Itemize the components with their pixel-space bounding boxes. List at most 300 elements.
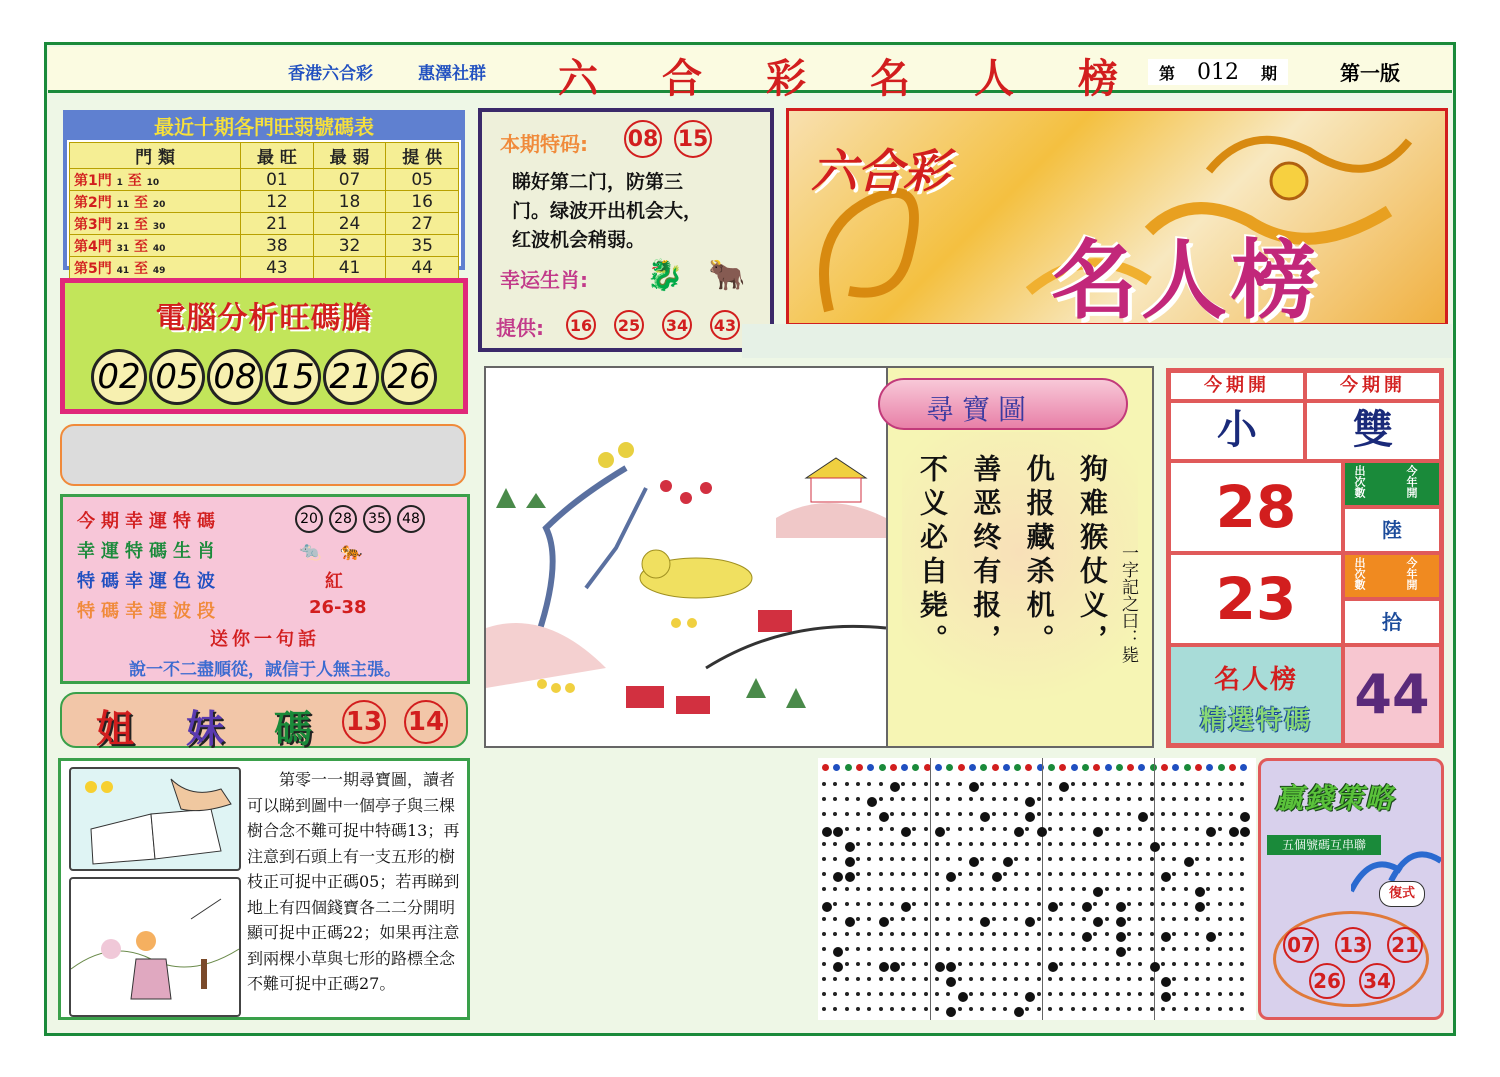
door-label: 第4門 [74,238,112,255]
offer-value: 27 [386,213,459,235]
grid-dot [1093,947,1097,951]
ten-period-panel [63,110,465,278]
marked-dot [935,827,945,837]
grid-dot [856,902,860,906]
grid-dot [845,782,849,786]
hot-value: 01 [241,169,314,191]
grid-divider [1042,758,1043,1020]
grid-dot [1195,797,1199,801]
grid-dot [1229,1007,1233,1011]
reader-illustration [69,877,241,1017]
col-header: 最 弱 [313,143,386,169]
marked-dot [1082,932,1092,942]
number-ball: 34 [662,310,692,340]
grid-dot [1218,842,1222,846]
grid-dot [912,842,916,846]
grid-dot [879,992,883,996]
grid-dot [833,782,837,786]
poem-block [912,454,1112,744]
grid-dot [992,842,996,846]
grid-dot [879,902,883,906]
grid-dot [867,917,871,921]
ox-icon: 🐂 [708,258,746,293]
grid-dot [1218,827,1222,831]
offer-value: 16 [386,191,459,213]
marked-dot [1025,812,1035,822]
marked-dot [1161,932,1171,942]
grid-dot [1195,827,1199,831]
grid-dot [980,842,984,846]
marked-dot [1003,857,1013,867]
grid-dot [1240,932,1244,936]
grid-dot [1229,977,1233,981]
grid-dot [1048,842,1052,846]
grid-dot [901,797,905,801]
col-header: 門 類 [70,143,241,169]
grid-dot [1206,887,1210,891]
grid-dot [1127,947,1131,951]
grid-dot [1105,992,1109,996]
grid-dot [1138,947,1142,951]
marked-dot [1161,977,1171,987]
marked-dot [1150,842,1160,852]
grid-dot [912,872,916,876]
grid-dot [879,842,883,846]
grid-dot [1150,887,1154,891]
gift-sentence: 說一不二盡順從，誠信于人無主張。 [129,660,401,680]
grid-dot [1071,977,1075,981]
grid-dot [1014,887,1018,891]
grid-dot [1105,962,1109,966]
door-label: 第3門 [74,216,112,233]
grid-dot [879,782,883,786]
grid-dot [992,887,996,891]
grid-dot [845,902,849,906]
grid-dot [1206,857,1210,861]
grid-dot [1059,1007,1063,1011]
grid-dot [1105,1007,1109,1011]
grid-dot [1229,857,1233,861]
grid-dot [867,857,871,861]
marked-dot [845,917,855,927]
grid-dot [1218,797,1222,801]
grid-dot [1071,812,1075,816]
banner-big-title: 名人榜 [1051,231,1321,326]
grid-dot [901,917,905,921]
grid-dot [1116,857,1120,861]
marked-dot [980,812,990,822]
grid-dot [1071,872,1075,876]
grid-dot [1093,857,1097,861]
grid-dot [856,977,860,981]
grid-dot [1206,917,1210,921]
number-ball: 25 [614,310,644,340]
grid-dot [1184,887,1188,891]
grid-dot [1206,797,1210,801]
grid-dot [1105,842,1109,846]
marked-dot [1093,887,1103,897]
grid-dot [1037,947,1041,951]
grid-dot [1071,902,1075,906]
grid-dot [1025,902,1029,906]
grid-dot [856,947,860,951]
grid-dot [901,977,905,981]
grid-divider [930,758,931,1020]
marked-dot [1082,902,1092,912]
grid-dot [845,992,849,996]
grid-dot [1105,797,1109,801]
computer-numbers [65,349,463,405]
grid-dot [980,782,984,786]
marked-dot [901,827,911,837]
poem-column: 善恶终有报， [969,454,1003,658]
header-bead [1195,764,1202,771]
grid-dot [992,962,996,966]
grid-dot [1003,902,1007,906]
book-illustration [69,767,241,871]
grid-dot [890,977,894,981]
header-bead [1138,764,1145,771]
marked-dot [969,782,979,792]
grid-dot [935,812,939,816]
hot-value: 12 [241,191,314,213]
grid-dot [1116,992,1120,996]
header-bead [1048,764,1055,771]
range-to: 40 [152,243,166,254]
grid-dot [992,902,996,906]
number-ball: 07 [1283,927,1319,963]
marked-dot [1206,827,1216,837]
grid-dot [890,1007,894,1011]
grid-dot [890,812,894,816]
grid-dot [1184,947,1188,951]
count-badge [1343,553,1441,599]
grid-dot [1116,827,1120,831]
grid-dot [969,797,973,801]
number-ball: 20 [295,505,323,533]
grid-dot [1240,887,1244,891]
grid-dot [1172,932,1176,936]
grid-dot [822,782,826,786]
grid-dot [1150,797,1154,801]
grid-dot [1071,1007,1075,1011]
grid-dot [924,977,928,981]
header-bead [1184,764,1191,771]
grid-dot [1003,842,1007,846]
header-bead [890,764,897,771]
grid-dot [980,947,984,951]
grid-dot [946,827,950,831]
grid-dot [1229,947,1233,951]
grid-dot [935,842,939,846]
grid-dot [890,887,894,891]
grid-dot [1150,947,1154,951]
range-to: 10 [146,177,160,188]
marked-dot [1116,902,1126,912]
grid-dot [935,857,939,861]
door-label: 第2門 [74,194,112,211]
grid-dot [924,842,928,846]
grid-dot [1138,842,1142,846]
grid-dot [969,947,973,951]
grid-dot [1116,872,1120,876]
lucky-range-value: 26-38 [309,597,367,618]
grid-dot [1229,782,1233,786]
header-bead [1127,764,1134,771]
grid-dot [1059,797,1063,801]
grid-dot [1240,1007,1244,1011]
stat-header: 今期開 [1169,371,1305,401]
strategy-panel [1258,758,1444,1020]
issue-number: 012 [1196,59,1239,85]
grid-dot [1014,812,1018,816]
grid-dot [958,1007,962,1011]
grid-dot [969,872,973,876]
marked-dot [946,872,956,882]
grid-dot [1195,857,1199,861]
marked-dot [969,857,979,867]
grid-dot [833,902,837,906]
marked-dot [1116,917,1126,927]
grid-dot [958,827,962,831]
grid-dot [1229,797,1233,801]
header-bead [1218,764,1225,771]
issue-box [1148,59,1288,85]
grid-dot [935,992,939,996]
grid-dot [1172,947,1176,951]
grid-dot [856,782,860,786]
grid-dot [1025,827,1029,831]
grid-dot [1037,797,1041,801]
grid-dot [1003,827,1007,831]
grid-dot [1071,842,1075,846]
grid-dot [924,782,928,786]
grid-dot [1184,827,1188,831]
number-ball: 35 [363,505,391,533]
grid-dot [1150,857,1154,861]
grid-dot [969,827,973,831]
range-to: 30 [152,221,166,232]
grid-dot [1093,992,1097,996]
grid-dot [1184,842,1188,846]
grid-dot [901,1007,905,1011]
header-bead [958,764,965,771]
grid-dot [912,1007,916,1011]
grid-dot [856,887,860,891]
grid-dot [1184,1007,1188,1011]
grid-dot [1127,842,1131,846]
number-ball: 15 [674,120,712,158]
number-ball: 14 [404,700,448,744]
grid-dot [1048,857,1052,861]
grid-dot [1138,797,1142,801]
grid-dot [901,947,905,951]
grid-dot [1116,842,1120,846]
marked-dot [879,812,889,822]
grid-dot [1071,797,1075,801]
grid-dot [992,1007,996,1011]
computer-analysis-title: 電腦分析旺碼膽 [155,301,373,336]
count-badge-b: 今年開 [1405,557,1418,590]
grid-dot [1037,782,1041,786]
range-from: 41 [116,265,130,276]
grid-dot [1229,992,1233,996]
header-bead [1229,764,1236,771]
grid-dot [1161,812,1165,816]
grid-dot [1240,857,1244,861]
grid-dot [1161,797,1165,801]
grid-dot [879,977,883,981]
grid-dot [1082,857,1086,861]
grid-dot [856,962,860,966]
number-ball: 13 [342,700,386,744]
grid-dot [1003,812,1007,816]
hk-lottery-link[interactable]: 香港六合彩 [288,64,373,84]
grid-dot [935,1007,939,1011]
marked-dot [1025,917,1035,927]
grid-dot [912,992,916,996]
grid-dot [833,917,837,921]
grid-dot [822,947,826,951]
grid-dot [1093,842,1097,846]
offer-value: 05 [386,169,459,191]
grid-dot [912,827,916,831]
title-char: 合 [662,55,702,102]
grid-dot [1048,917,1052,921]
marked-dot [1093,827,1103,837]
grid-dot [901,962,905,966]
header-bead [867,764,874,771]
special-text [512,168,702,255]
title-char: 六 [558,55,598,102]
grid-dot [890,917,894,921]
grid-dot [992,992,996,996]
grid-dot [845,932,849,936]
strategy-subtitle: 五個號碼互串聯 [1267,835,1381,855]
grid-dot [969,842,973,846]
grid-dot [1240,977,1244,981]
animal-icon: 🐀 🐅 [299,541,363,562]
number-ball: 21 [1387,927,1423,963]
number-ball: 21 [323,349,379,405]
grid-dot [1082,872,1086,876]
grid-dot [1003,947,1007,951]
header-bead [845,764,852,771]
lucky-special-label: 今期幸運特碼 [77,511,221,532]
grid-dot [1161,902,1165,906]
scroll-banner [878,378,1128,430]
offer-value: 44 [386,257,459,279]
marked-dot [1093,917,1103,927]
grid-dot [1037,962,1041,966]
grid-dot [879,947,883,951]
grid-dot [1240,902,1244,906]
marked-dot [1025,797,1035,807]
header-bead [1014,764,1021,771]
grid-dot [1138,917,1142,921]
grid-dot [1105,902,1109,906]
famous-label-2: 精選特碼 [1199,706,1312,736]
page-title [558,47,1118,102]
number-ball: 13 [1335,927,1371,963]
grid-dot [1059,827,1063,831]
grid-dot [1150,932,1154,936]
grid-dot [992,947,996,951]
grid-dot [1161,887,1165,891]
grid-dot [969,902,973,906]
col-header: 最 旺 [241,143,314,169]
grid-dot [1195,1007,1199,1011]
title-char: 榜 [1078,55,1118,102]
marked-dot [1206,932,1216,942]
grid-dot [924,962,928,966]
grid-dot [1071,992,1075,996]
explanation-panel [58,758,470,1020]
marked-dot [822,827,832,837]
grid-dot [1172,872,1176,876]
explanation-text: 第零一一期尋寶圖，讀者可以睇到圖中一個亭子與三棵樹合念不難可捉中特碼13；再注意到石頭上有一支五形的樹枝正可捉中正碼05；若再睇到地上有四個錢寶各二二分開明顯可捉中正碼22；如果再注意到兩棵小草與七形的路標全念不難可捉中正碼27。 [247,770,460,993]
number-ball: 15 [265,349,321,405]
grid-dot [1138,977,1142,981]
grid-dot [867,842,871,846]
marked-dot [845,857,855,867]
grid-dot [1071,782,1075,786]
grid-dot [1059,887,1063,891]
grid-dot [1206,842,1210,846]
grid-dot [958,947,962,951]
header-bead [1071,764,1078,771]
grid-dot [1025,932,1029,936]
grid-dot [1093,782,1097,786]
grid-dot [1048,797,1052,801]
marked-dot [890,782,900,792]
grid-dot [946,842,950,846]
grid-dot [1127,857,1131,861]
grid-dot [901,857,905,861]
grid-dot [1172,842,1176,846]
grid-dot [1218,872,1222,876]
grid-dot [1037,932,1041,936]
grid-dot [856,812,860,816]
sister-panel [60,692,468,751]
dragon-icon: 🐉 [646,258,684,293]
grid-dot [1184,797,1188,801]
grid-dot [1014,797,1018,801]
grid-dot [890,902,894,906]
strategy-row-1 [1283,927,1423,963]
title-char: 人 [974,55,1014,102]
marked-dot [879,962,889,972]
grid-dot [845,962,849,966]
header-bead [879,764,886,771]
complex-badge: 復式 [1379,881,1425,907]
grid-dot [992,932,996,936]
grid-dot [980,857,984,861]
grid-dot [879,797,883,801]
grid-dot [1127,932,1131,936]
grid-dot [1059,812,1063,816]
grid-dot [1138,992,1142,996]
grid-dot [1037,812,1041,816]
community-link[interactable]: 惠澤社群 [418,64,486,84]
double-value: 雙 [1305,401,1441,461]
grid-dot [1059,992,1063,996]
strategy-title: 贏錢策略 [1275,782,1396,815]
grid-dot [924,947,928,951]
grid-dot [890,872,894,876]
grid-dot [946,812,950,816]
grid-dot [1127,782,1131,786]
